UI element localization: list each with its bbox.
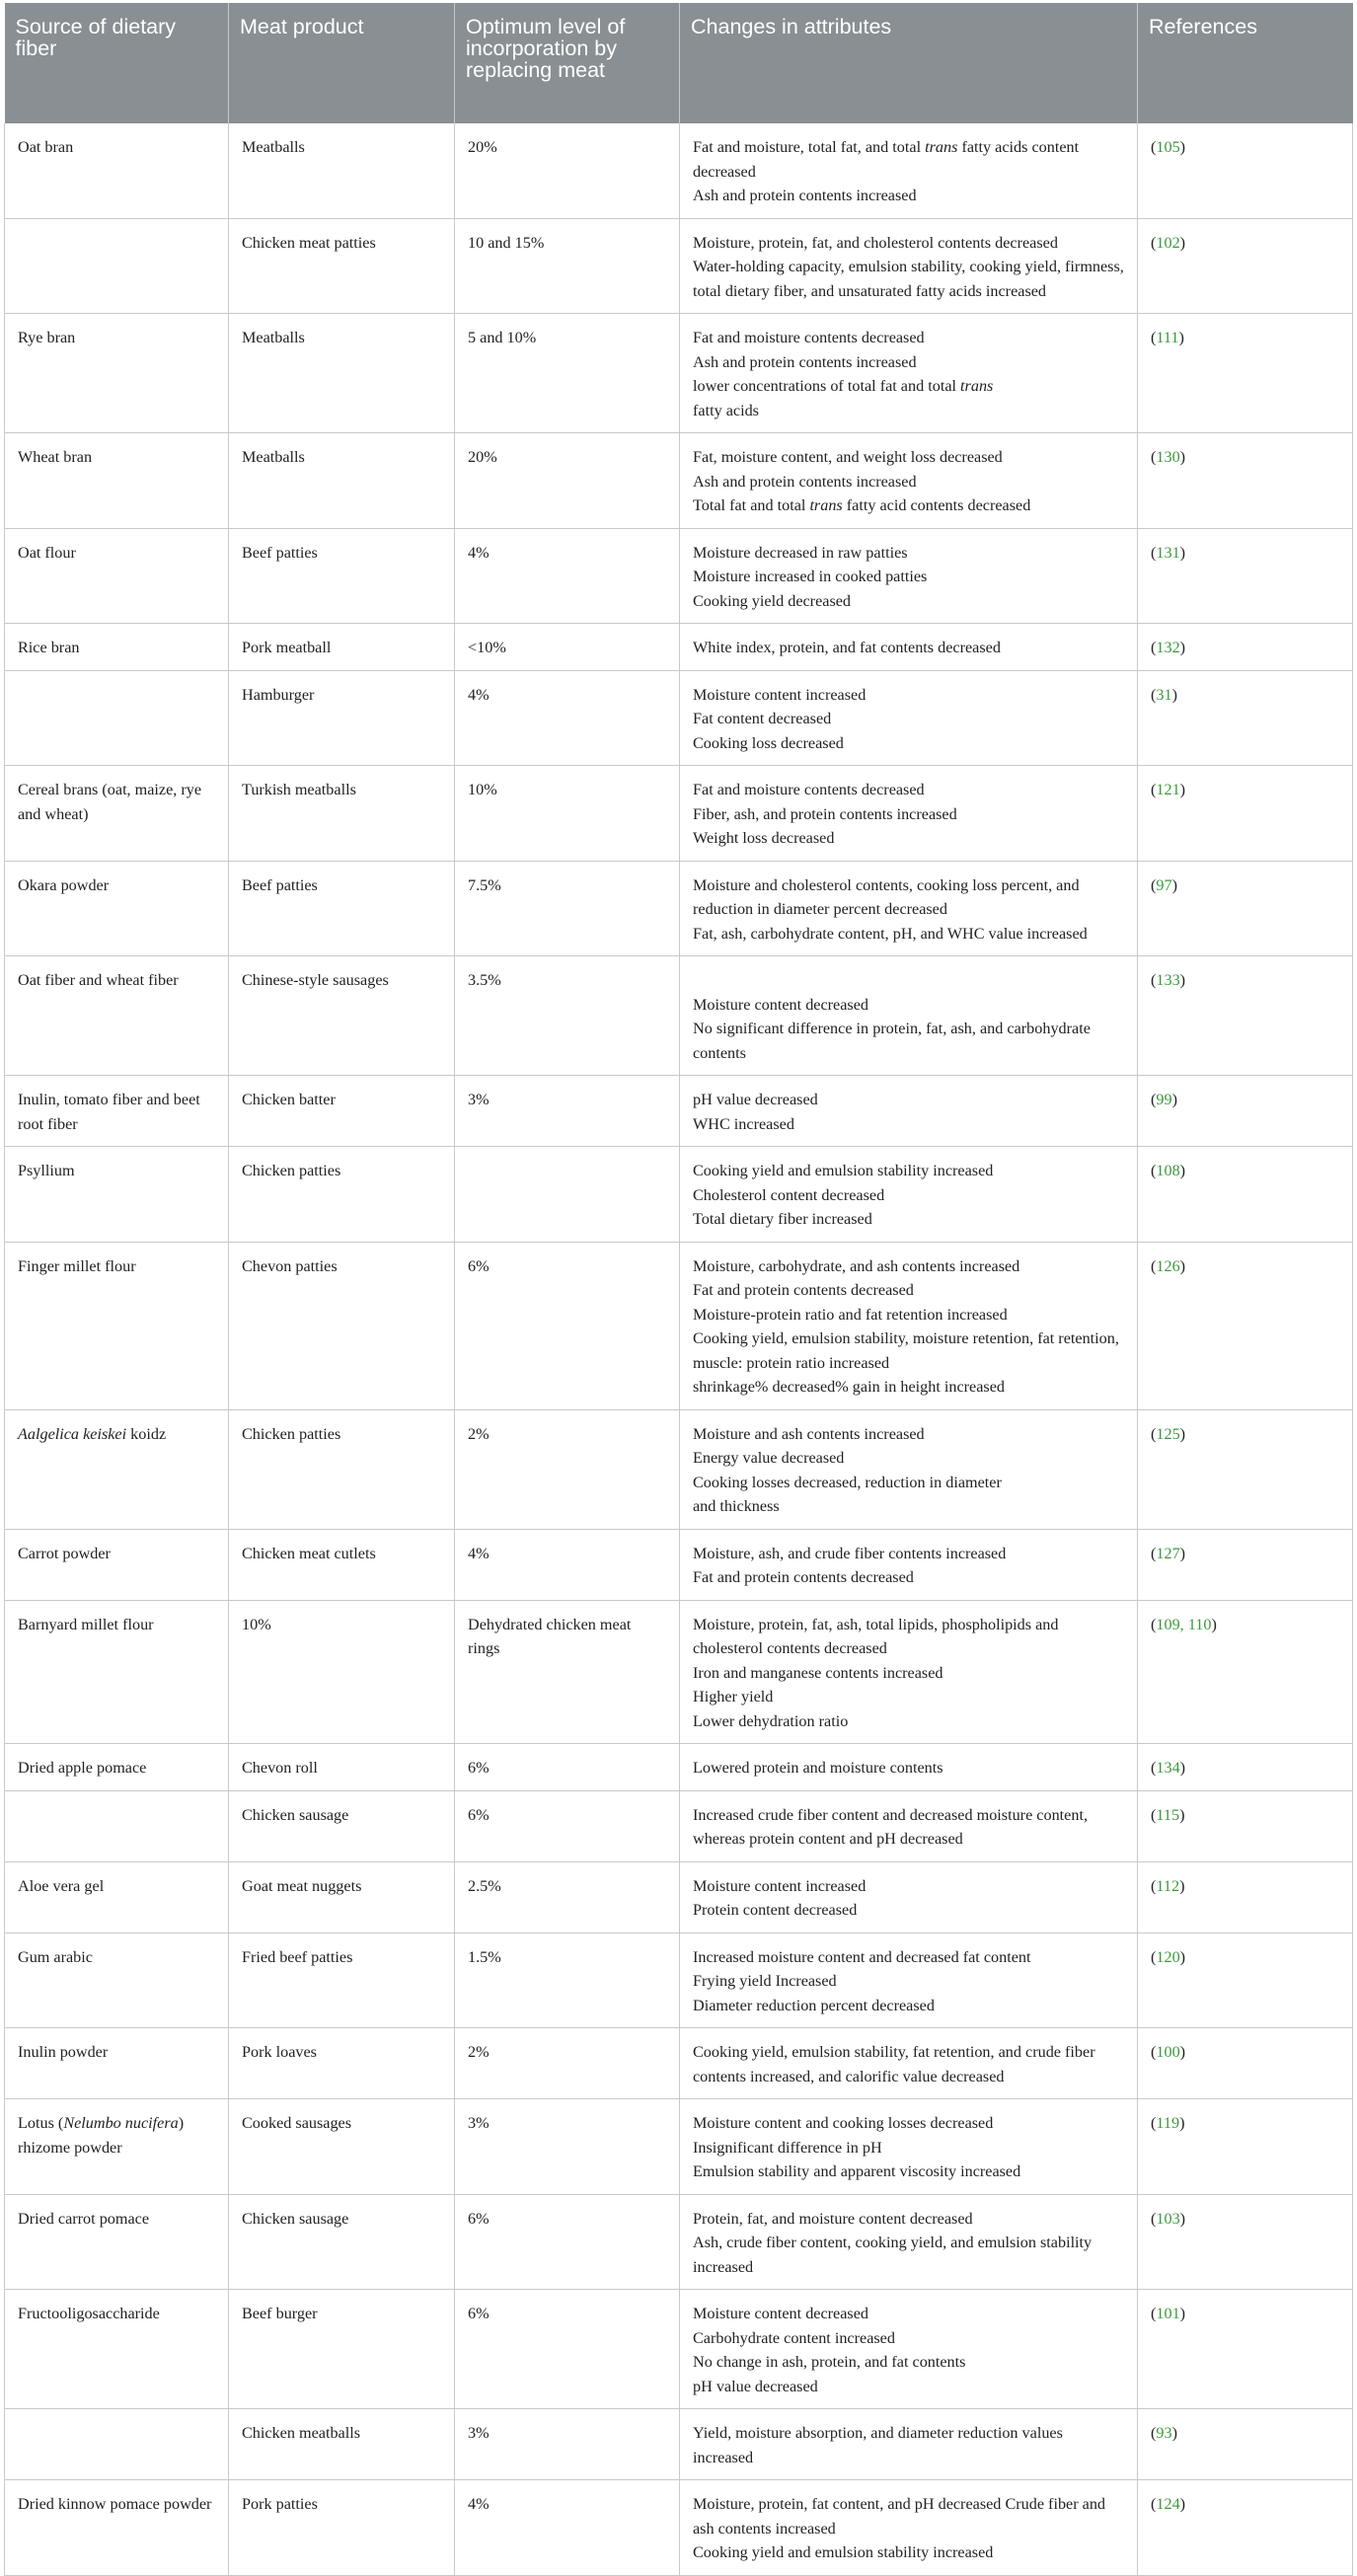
header-references: References [1138, 3, 1353, 123]
cell-source: Wheat bran [5, 433, 229, 529]
reference-link[interactable]: 109, 110 [1156, 1615, 1212, 1633]
cell-references: (97) [1138, 861, 1353, 956]
change-line: Cooking yield, emulsion stability, fat retention, and crude fiber contents increased, and calorific value decreased [693, 2043, 1095, 2085]
change-line: Moisture-protein ratio and fat retention increased [693, 1305, 1008, 1324]
table-header [5, 3, 1353, 123]
cell-meat-product: Goat meat nuggets [229, 1861, 455, 1932]
change-line: Total dietary fiber increased [693, 1210, 872, 1228]
reference-link[interactable]: 100 [1156, 2043, 1180, 2061]
cell-optimum-level: 6% [455, 1744, 680, 1791]
change-line: Fat, ash, carbohydrate content, pH, and WHC value increased [693, 924, 1088, 943]
cell-source: Psyllium [5, 1147, 229, 1243]
cell-optimum-level: 3% [455, 2099, 680, 2195]
cell-references: (120) [1138, 1932, 1353, 2028]
cell-source: Aloe vera gel [5, 1861, 229, 1932]
change-line: Energy value decreased [693, 1449, 845, 1467]
cell-references: (103) [1138, 2194, 1353, 2290]
change-line: Moisture, ash, and crude fiber contents increased [693, 1544, 1007, 1562]
cell-source: Oat flour [5, 528, 229, 624]
cell-source: Fructooligosaccharide [5, 2290, 229, 2409]
change-line: fatty acids [693, 401, 759, 419]
change-line: Moisture increased in cooked patties [693, 568, 928, 585]
cell-optimum-level: 10% [455, 766, 680, 862]
cell-references: (93) [1138, 2409, 1353, 2480]
cell-meat-product: Chicken patties [229, 1409, 455, 1529]
cell-optimum-level: 2% [455, 1409, 680, 1529]
table-row [5, 218, 1353, 314]
reference-link[interactable]: 133 [1156, 971, 1180, 989]
table-row [5, 1529, 1353, 1600]
reference-link[interactable]: 119 [1156, 2114, 1180, 2132]
cell-references: (132) [1138, 624, 1353, 671]
cell-optimum-level: Dehydrated chicken meat rings [455, 1600, 680, 1744]
cell-references: (124) [1138, 2480, 1353, 2576]
reference-link[interactable]: 130 [1156, 448, 1180, 466]
cell-references: (126) [1138, 1242, 1353, 1409]
table-row [5, 1242, 1353, 1409]
cell-optimum-level: 5 and 10% [455, 314, 680, 433]
table-row [5, 1409, 1353, 1529]
change-line: Cooking yield decreased [693, 591, 852, 610]
cell-references: (130) [1138, 433, 1353, 529]
change-line: pH value decreased [693, 2377, 818, 2395]
change-line: shrinkage% decreased% gain in height increased [693, 1378, 1005, 1396]
cell-references: (125) [1138, 1409, 1353, 1529]
cell-source: Dried apple pomace [5, 1744, 229, 1791]
cell-changes [680, 2194, 1138, 2290]
cell-optimum-level: 20% [455, 123, 680, 218]
change-line: Cooking yield and emulsion stability increased [693, 2543, 994, 2561]
cell-references: (112) [1138, 1861, 1353, 1932]
cell-changes [680, 1744, 1138, 1791]
cell-optimum-level: 2.5% [455, 1861, 680, 1932]
reference-link[interactable]: 112 [1156, 1876, 1180, 1895]
cell-changes [680, 670, 1138, 766]
cell-changes [680, 2099, 1138, 2195]
change-line: Fat and protein contents decreased [693, 1281, 914, 1299]
cell-source: Rice bran [5, 624, 229, 671]
change-line: Cooking losses decreased, reduction in diameter [693, 1473, 1002, 1491]
reference-link[interactable]: 121 [1156, 781, 1180, 798]
change-line: Moisture and cholesterol contents, cooking loss percent, and reduction in diameter percent decreased [693, 875, 1080, 918]
change-line [693, 968, 1124, 993]
change-line: Fat and moisture contents decreased [693, 781, 925, 798]
change-line: Cooking loss decreased [693, 733, 844, 752]
table-row [5, 2290, 1353, 2409]
change-line: Protein content decreased [693, 1901, 858, 1919]
cell-meat-product: Beef patties [229, 861, 455, 956]
cell-optimum-level: 2% [455, 2028, 680, 2099]
cell-references: (109, 110) [1138, 1600, 1353, 1744]
change-line: Moisture, carbohydrate, and ash contents increased [693, 1256, 1020, 1275]
cell-optimum-level: 6% [455, 1242, 680, 1409]
cell-optimum-level: 6% [455, 2290, 680, 2409]
change-line: Fat and moisture, total fat, and total trans fatty acids content decreased [693, 138, 1080, 181]
cell-meat-product: Beef burger [229, 2290, 455, 2409]
cell-changes [680, 433, 1138, 529]
table-row [5, 433, 1353, 529]
cell-changes [680, 1529, 1138, 1600]
change-line: Ash and protein contents increased [693, 472, 917, 491]
change-line: Increased crude fiber content and decreased moisture content, whereas protein content and pH decreased [693, 1805, 1089, 1848]
change-line: Frying yield Increased [693, 1972, 837, 1990]
cell-meat-product: Chicken batter [229, 1076, 455, 1147]
table-row [5, 2409, 1353, 2480]
cell-changes [680, 1790, 1138, 1861]
table-row [5, 1600, 1353, 1744]
cell-changes [680, 2028, 1138, 2099]
table-row [5, 624, 1353, 671]
cell-source: Aalgelica keiskei koidz [5, 1409, 229, 1529]
cell-optimum-level: 4% [455, 2480, 680, 2576]
change-line: Water-holding capacity, emulsion stability, cooking yield, firmness, total dietary fiber, and unsaturated fatty acids increased [693, 258, 1124, 300]
change-line: WHC increased [693, 1114, 794, 1133]
reference-link[interactable]: 126 [1156, 1256, 1180, 1275]
change-line: Total fat and total trans fatty acid contents decreased [693, 496, 1031, 514]
cell-changes [680, 1242, 1138, 1409]
cell-references: (105) [1138, 123, 1353, 218]
cell-meat-product: Chicken patties [229, 1147, 455, 1243]
cell-meat-product: Pork meatball [229, 624, 455, 671]
cell-optimum-level: <10% [455, 624, 680, 671]
reference-link[interactable]: 97 [1156, 875, 1172, 894]
table-row [5, 2480, 1353, 2576]
cell-source: Finger millet flour [5, 1242, 229, 1409]
change-line: Moisture content decreased [693, 2305, 868, 2322]
cell-source: Okara powder [5, 861, 229, 956]
change-line: Emulsion stability and apparent viscosity increased [693, 2162, 1021, 2180]
cell-references: (121) [1138, 766, 1353, 862]
cell-source: Inulin powder [5, 2028, 229, 2099]
cell-changes [680, 123, 1138, 218]
header-optimum-level: Optimum level of incorporation by replacing meat [455, 3, 680, 123]
header-row [5, 3, 1353, 123]
cell-changes [680, 1147, 1138, 1243]
cell-source: Gum arabic [5, 1932, 229, 2028]
cell-optimum-level: 1.5% [455, 1932, 680, 2028]
cell-meat-product: Hamburger [229, 670, 455, 766]
cell-changes [680, 1600, 1138, 1744]
change-line: Cholesterol content decreased [693, 1185, 885, 1204]
change-line: Cooking yield, emulsion stability, moisture retention, fat retention, muscle: protein ratio increased [693, 1329, 1119, 1372]
change-line: Insignificant difference in pH [693, 2138, 882, 2157]
change-line: Moisture content decreased [693, 995, 868, 1014]
change-line: Ash and protein contents increased [693, 352, 917, 371]
cell-changes [680, 861, 1138, 956]
change-line: Moisture, protein, fat, ash, total lipids, phospholipids and cholesterol contents decreased [693, 1615, 1059, 1657]
change-line: White index, protein, and fat contents decreased [693, 639, 1001, 656]
change-line: Yield, moisture absorption, and diameter reduction values increased [693, 2424, 1063, 2466]
reference-link[interactable]: 131 [1156, 543, 1180, 562]
cell-optimum-level: 10 and 15% [455, 218, 680, 314]
cell-meat-product: Pork loaves [229, 2028, 455, 2099]
change-line: Higher yield [693, 1688, 774, 1705]
cell-meat-product: Chicken meat cutlets [229, 1529, 455, 1600]
change-line: Cooking yield and emulsion stability increased [693, 1162, 994, 1179]
reference-link[interactable]: 101 [1156, 2305, 1180, 2322]
header-source: Source of dietary fiber [5, 3, 229, 123]
table-row [5, 1932, 1353, 2028]
reference-link[interactable]: 111 [1156, 329, 1179, 346]
change-line: Moisture, protein, fat, and cholesterol contents decreased [693, 233, 1058, 252]
table-row [5, 2194, 1353, 2290]
cell-references: (119) [1138, 2099, 1353, 2195]
cell-source [5, 2409, 229, 2480]
table-body [5, 123, 1353, 2575]
cell-optimum-level: 4% [455, 528, 680, 624]
cell-source: Dried kinnow pomace powder [5, 2480, 229, 2576]
change-line: Diameter reduction percent decreased [693, 1996, 935, 2014]
cell-optimum-level: 4% [455, 670, 680, 766]
cell-optimum-level: 20% [455, 433, 680, 529]
change-line: Ash and protein contents increased [693, 187, 917, 204]
cell-optimum-level [455, 1147, 680, 1243]
cell-references: (111) [1138, 314, 1353, 433]
table-row [5, 1744, 1353, 1791]
reference-link[interactable]: 115 [1156, 1805, 1180, 1824]
table-row [5, 861, 1353, 956]
cell-optimum-level: 3.5% [455, 956, 680, 1076]
table-row [5, 1861, 1353, 1932]
change-line: Moisture and ash contents increased [693, 1424, 925, 1443]
cell-source [5, 1790, 229, 1861]
reference-link[interactable]: 124 [1156, 2495, 1180, 2513]
change-line: Fat content decreased [693, 710, 832, 727]
table-row [5, 766, 1353, 862]
cell-changes [680, 956, 1138, 1076]
header-changes: Changes in attributes [680, 3, 1138, 123]
cell-optimum-level: 4% [455, 1529, 680, 1600]
cell-references: (100) [1138, 2028, 1353, 2099]
cell-changes [680, 1409, 1138, 1529]
reference-link[interactable]: 134 [1156, 1759, 1180, 1777]
cell-source: Oat bran [5, 123, 229, 218]
reference-link[interactable]: 31 [1156, 685, 1172, 704]
reference-link[interactable]: 99 [1156, 1091, 1172, 1108]
table-row [5, 123, 1353, 218]
cell-changes [680, 1076, 1138, 1147]
change-line: Weight loss decreased [693, 829, 835, 847]
cell-meat-product: Chinese-style sausages [229, 956, 455, 1076]
cell-references: (134) [1138, 1744, 1353, 1791]
reference-link[interactable]: 102 [1156, 233, 1180, 252]
table-row [5, 314, 1353, 433]
cell-references: (131) [1138, 528, 1353, 624]
dietary-fiber-table [4, 3, 1353, 2576]
cell-meat-product: Chicken meatballs [229, 2409, 455, 2480]
cell-meat-product: Beef patties [229, 528, 455, 624]
change-line: Moisture decreased in raw patties [693, 543, 908, 562]
table-row [5, 528, 1353, 624]
cell-meat-product: Turkish meatballs [229, 766, 455, 862]
cell-meat-product: 10% [229, 1600, 455, 1744]
cell-optimum-level: 3% [455, 1076, 680, 1147]
cell-source: Oat fiber and wheat fiber [5, 956, 229, 1076]
change-line: Fiber, ash, and protein contents increased [693, 804, 957, 823]
cell-source: Dried carrot pomace [5, 2194, 229, 2290]
cell-meat-product: Meatballs [229, 433, 455, 529]
change-line: Fat, moisture content, and weight loss decreased [693, 448, 1003, 466]
cell-references: (127) [1138, 1529, 1353, 1600]
cell-source [5, 218, 229, 314]
cell-meat-product: Pork patties [229, 2480, 455, 2576]
cell-changes [680, 218, 1138, 314]
cell-meat-product: Chicken sausage [229, 2194, 455, 2290]
cell-meat-product: Chevon roll [229, 1744, 455, 1791]
reference-link[interactable]: 105 [1156, 138, 1180, 156]
change-line: Ash, crude fiber content, cooking yield, and emulsion stability increased [693, 2234, 1093, 2276]
table-row [5, 1147, 1353, 1243]
change-line: No change in ash, protein, and fat contents [693, 2353, 966, 2371]
change-line: and thickness [693, 1497, 780, 1515]
change-line: Lower dehydration ratio [693, 1711, 849, 1730]
cell-changes [680, 1932, 1138, 2028]
cell-references: (101) [1138, 2290, 1353, 2409]
change-line: Iron and manganese contents increased [693, 1663, 943, 1682]
cell-changes [680, 2480, 1138, 2576]
cell-meat-product: Cooked sausages [229, 2099, 455, 2195]
change-line: Lowered protein and moisture contents [693, 1759, 943, 1777]
cell-changes [680, 314, 1138, 433]
change-line: Protein, fat, and moisture content decreased [693, 2209, 973, 2228]
change-line: Carbohydrate content increased [693, 2328, 895, 2347]
table-row [5, 670, 1353, 766]
cell-changes [680, 2409, 1138, 2480]
cell-source [5, 670, 229, 766]
reference-link[interactable]: 93 [1156, 2424, 1172, 2442]
cell-meat-product: Chevon patties [229, 1242, 455, 1409]
reference-link[interactable]: 120 [1156, 1947, 1180, 1966]
cell-optimum-level: 6% [455, 2194, 680, 2290]
change-line: Moisture, protein, fat content, and pH decreased Crude fiber and ash contents increased [693, 2495, 1106, 2538]
reference-link[interactable]: 125 [1156, 1424, 1180, 1443]
cell-references: (133) [1138, 956, 1353, 1076]
cell-source: Lotus (Nelumbo nucifera) rhizome powder [5, 2099, 229, 2195]
cell-meat-product: Fried beef patties [229, 1932, 455, 2028]
cell-references: (102) [1138, 218, 1353, 314]
cell-changes [680, 1861, 1138, 1932]
cell-optimum-level: 3% [455, 2409, 680, 2480]
cell-references: (31) [1138, 670, 1353, 766]
cell-references: (108) [1138, 1147, 1353, 1243]
cell-optimum-level: 6% [455, 1790, 680, 1861]
change-line: pH value decreased [693, 1091, 818, 1108]
cell-changes [680, 766, 1138, 862]
cell-changes [680, 624, 1138, 671]
cell-references: (115) [1138, 1790, 1353, 1861]
table-row [5, 1076, 1353, 1147]
table-row [5, 1790, 1353, 1861]
cell-meat-product: Meatballs [229, 123, 455, 218]
reference-link[interactable]: 103 [1156, 2209, 1180, 2228]
change-line: lower concentrations of total fat and total trans [693, 377, 994, 395]
change-line: Fat and moisture contents decreased [693, 329, 925, 346]
header-meat-product: Meat product [229, 3, 455, 123]
table-row [5, 956, 1353, 1076]
change-line: Moisture content and cooking losses decreased [693, 2114, 994, 2132]
cell-source: Carrot powder [5, 1529, 229, 1600]
reference-link[interactable]: 127 [1156, 1544, 1180, 1562]
cell-optimum-level: 7.5% [455, 861, 680, 956]
table-row [5, 2099, 1353, 2195]
table-row [5, 2028, 1353, 2099]
cell-changes [680, 528, 1138, 624]
change-line: Increased moisture content and decreased fat content [693, 1947, 1031, 1966]
change-line: No significant difference in protein, fat, ash, and carbohydrate contents [693, 1020, 1091, 1062]
change-line: Moisture content increased [693, 1876, 867, 1895]
cell-changes [680, 2290, 1138, 2409]
cell-source: Cereal brans (oat, maize, rye and wheat) [5, 766, 229, 862]
reference-link[interactable]: 132 [1156, 639, 1180, 656]
change-line: Moisture content increased [693, 685, 867, 704]
cell-meat-product: Chicken sausage [229, 1790, 455, 1861]
reference-link[interactable]: 108 [1156, 1162, 1180, 1179]
cell-references: (99) [1138, 1076, 1353, 1147]
cell-source: Barnyard millet flour [5, 1600, 229, 1744]
cell-source: Rye bran [5, 314, 229, 433]
change-line: Fat and protein contents decreased [693, 1568, 914, 1586]
cell-meat-product: Meatballs [229, 314, 455, 433]
cell-source: Inulin, tomato fiber and beet root fiber [5, 1076, 229, 1147]
cell-meat-product: Chicken meat patties [229, 218, 455, 314]
